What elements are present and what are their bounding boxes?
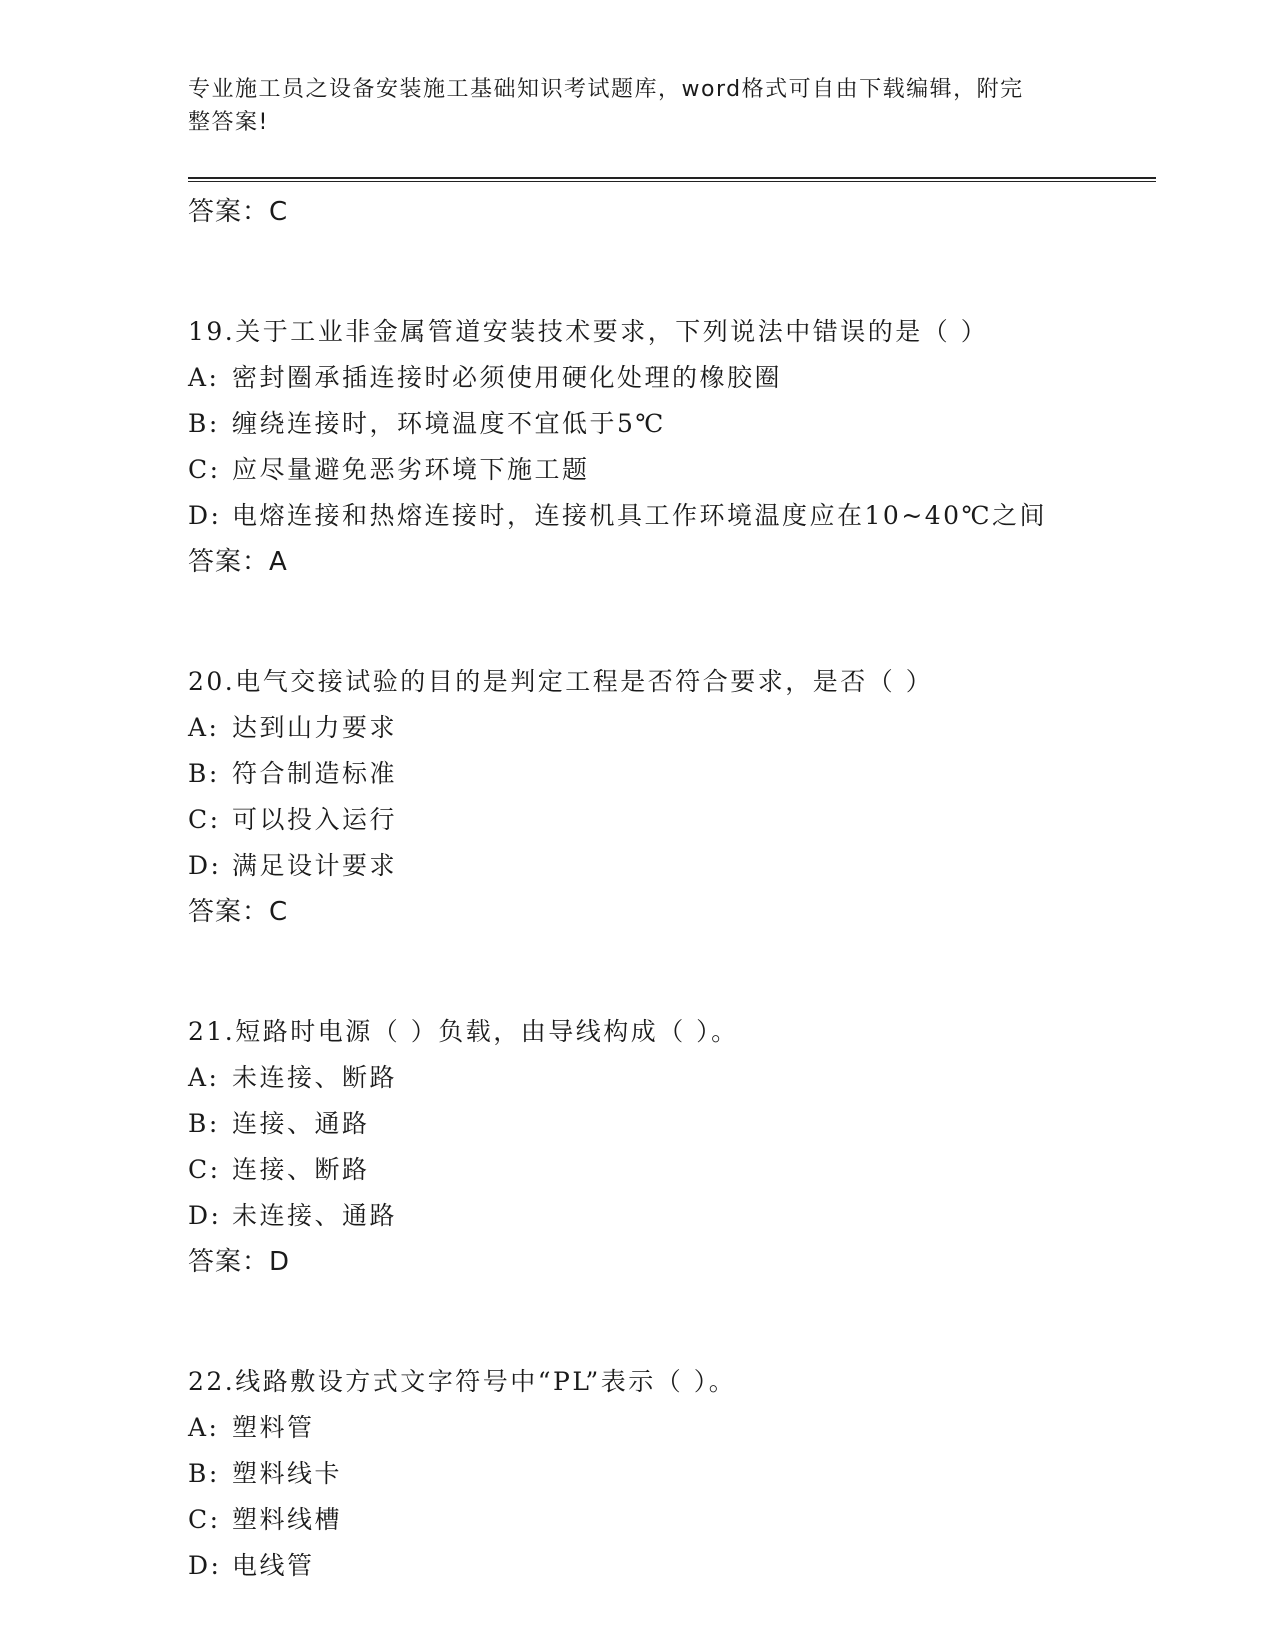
question-22	[188, 1359, 1156, 1589]
header-title-line-2: 整答案!	[188, 110, 269, 135]
option-key: C:	[188, 1505, 221, 1534]
option-text: 电熔连接和热熔连接时，连接机具工作环境温度应在10~40℃之间	[232, 501, 1048, 530]
option-b	[188, 751, 1156, 797]
question-stem: 19.关于工业非金属管道安装技术要求，下列说法中错误的是（ ）	[188, 317, 989, 346]
option-text: 达到山力要求	[232, 713, 398, 742]
option-a	[188, 355, 1156, 401]
option-text: 电线管	[232, 1551, 315, 1580]
answer: 答案：A	[188, 547, 288, 577]
option-text: 应尽量避免恶劣环境下施工题	[232, 455, 590, 484]
option-text: 缠绕连接时，环境温度不宜低于5℃	[232, 409, 666, 438]
option-text: 可以投入运行	[232, 805, 398, 834]
answer: 答案：D	[188, 1247, 291, 1277]
option-text: 密封圈承插连接时必须使用硬化处理的橡胶圈	[232, 363, 783, 392]
option-text: 满足设计要求	[232, 851, 398, 880]
option-d	[188, 1193, 1156, 1239]
option-c	[188, 1147, 1156, 1193]
question-list	[188, 189, 1156, 1589]
spacer	[188, 935, 1156, 1009]
option-b	[188, 401, 1156, 447]
previous-answer: 答案：C	[188, 197, 289, 227]
option-key: D:	[188, 501, 222, 530]
option-key: D:	[188, 1551, 222, 1580]
option-text: 连接、断路	[232, 1155, 370, 1184]
option-a	[188, 1405, 1156, 1451]
option-key: C:	[188, 1155, 221, 1184]
option-text: 符合制造标准	[232, 759, 398, 788]
spacer	[188, 585, 1156, 659]
option-key: D:	[188, 851, 222, 880]
option-b	[188, 1101, 1156, 1147]
option-b	[188, 1451, 1156, 1497]
question-stem: 22.线路敷设方式文字符号中“PL”表示（ ）。	[188, 1367, 737, 1396]
option-key: B:	[188, 1109, 220, 1138]
document-header	[188, 73, 1068, 139]
option-key: B:	[188, 1459, 220, 1488]
option-key: D:	[188, 1201, 222, 1230]
option-text: 未连接、断路	[232, 1063, 398, 1092]
option-c	[188, 797, 1156, 843]
question-19	[188, 309, 1156, 585]
header-title-line-1: 专业施工员之设备安装施工基础知识考试题库，word格式可自由下载编辑，附完	[188, 77, 1024, 102]
option-key: A:	[188, 1063, 220, 1092]
option-d	[188, 843, 1156, 889]
option-d	[188, 493, 1156, 539]
option-a	[188, 705, 1156, 751]
option-key: C:	[188, 805, 221, 834]
question-stem: 20.电气交接试验的目的是判定工程是否符合要求，是否（ ）	[188, 667, 934, 696]
option-a	[188, 1055, 1156, 1101]
option-d	[188, 1543, 1156, 1589]
option-text: 塑料线卡	[232, 1459, 343, 1488]
option-key: B:	[188, 759, 220, 788]
option-text: 塑料线槽	[232, 1505, 343, 1534]
answer: 答案：C	[188, 897, 289, 927]
question-21	[188, 1009, 1156, 1285]
question-stem: 21.短路时电源（ ）负载，由导线构成（ ）。	[188, 1017, 739, 1046]
option-key: A:	[188, 713, 220, 742]
option-key: C:	[188, 455, 221, 484]
spacer	[188, 235, 1156, 309]
option-c	[188, 1497, 1156, 1543]
header-divider	[188, 177, 1156, 182]
option-key: A:	[188, 1413, 220, 1442]
spacer	[188, 1285, 1156, 1359]
option-text: 未连接、通路	[232, 1201, 398, 1230]
option-key: B:	[188, 409, 220, 438]
option-text: 连接、通路	[232, 1109, 370, 1138]
question-20	[188, 659, 1156, 935]
option-key: A:	[188, 363, 220, 392]
option-c	[188, 447, 1156, 493]
option-text: 塑料管	[232, 1413, 315, 1442]
